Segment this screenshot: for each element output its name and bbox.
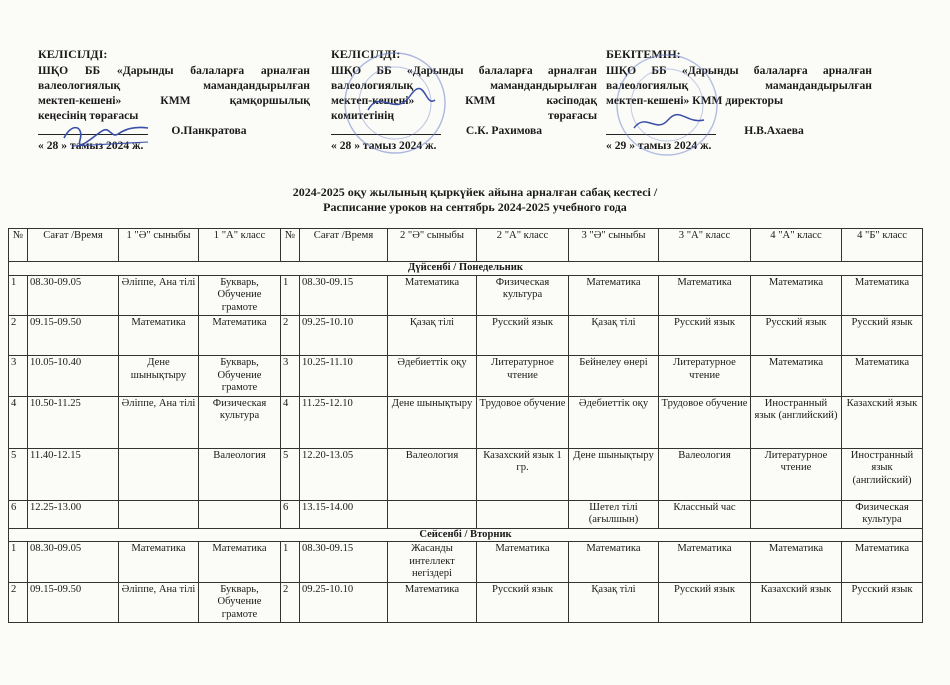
signature-line bbox=[331, 123, 597, 138]
approval-org-line: мектеп-кешені» КММ кәсіподақ bbox=[331, 94, 597, 107]
table-cell: 11.25-12.10 bbox=[300, 396, 388, 448]
table-cell: 6 bbox=[281, 500, 300, 528]
column-header: 4 "А" класс bbox=[751, 229, 842, 262]
approval-date: « 29 » тамыз 2024 ж. bbox=[606, 139, 712, 152]
column-header: 3 "Ә" сыныбы bbox=[569, 229, 659, 262]
table-row bbox=[9, 396, 923, 448]
table-cell: 08.30-09.05 bbox=[28, 542, 119, 583]
table-cell: 2 bbox=[281, 316, 300, 356]
approval-title: КЕЛІСІЛДІ: bbox=[38, 47, 108, 61]
table-cell: 09.15-09.50 bbox=[28, 316, 119, 356]
table-cell: 09.25-10.10 bbox=[300, 316, 388, 356]
approval-date: « 28 » тамыз 2024 ж. bbox=[331, 139, 437, 152]
table-cell: Русский язык bbox=[477, 582, 569, 623]
signature-underline bbox=[38, 123, 148, 135]
column-header: 2 "А" класс bbox=[477, 229, 569, 262]
table-cell: Математика bbox=[569, 275, 659, 316]
table-cell: Математика bbox=[569, 542, 659, 583]
table-cell: 1 bbox=[9, 542, 28, 583]
table-cell: Букварь, Обучение грамоте bbox=[199, 356, 281, 397]
table-cell: Литературное чтение bbox=[659, 356, 751, 397]
table-cell: 11.40-12.15 bbox=[28, 448, 119, 500]
schedule-table bbox=[8, 228, 923, 623]
table-cell: Математика bbox=[659, 275, 751, 316]
table-cell: Математика bbox=[842, 542, 923, 583]
table-cell: 3 bbox=[281, 356, 300, 397]
table-cell: Әдебиеттік оқу bbox=[388, 356, 477, 397]
table-cell: Букварь, Обучение грамоте bbox=[199, 582, 281, 623]
approval-title: БЕКІТЕМІН: bbox=[606, 47, 681, 61]
table-cell: 4 bbox=[281, 396, 300, 448]
table-cell: Әліппе, Ана тілі bbox=[119, 396, 199, 448]
table-cell: 09.25-10.10 bbox=[300, 582, 388, 623]
table-cell: Трудовое обучение bbox=[659, 396, 751, 448]
column-header: 2 "Ә" сыныбы bbox=[388, 229, 477, 262]
table-cell: 09.15-09.50 bbox=[28, 582, 119, 623]
table-cell: 5 bbox=[281, 448, 300, 500]
table-cell: Қазақ тілі bbox=[569, 582, 659, 623]
table-cell: Букварь, Обучение грамоте bbox=[199, 275, 281, 316]
approval-org-line: ШҚО ББ «Дарынды балаларға арналған bbox=[331, 64, 597, 77]
table-cell: Әліппе, Ана тілі bbox=[119, 582, 199, 623]
table-cell: Математика bbox=[388, 582, 477, 623]
table-cell: Русский язык bbox=[842, 316, 923, 356]
day-name: Дүйсенбі / Понедельник bbox=[9, 262, 923, 276]
table-cell: Әліппе, Ана тілі bbox=[119, 275, 199, 316]
table-cell: 08.30-09.15 bbox=[300, 542, 388, 583]
table-row bbox=[9, 316, 923, 356]
table-cell: Математика bbox=[751, 542, 842, 583]
table-cell: 2 bbox=[9, 582, 28, 623]
table-cell: Казахский язык 1 гр. bbox=[477, 448, 569, 500]
table-cell: 12.20-13.05 bbox=[300, 448, 388, 500]
table-cell: Математика bbox=[842, 275, 923, 316]
table-cell: 1 bbox=[281, 275, 300, 316]
table-cell: Физическая культура bbox=[477, 275, 569, 316]
day-name: Сейсенбі / Вторник bbox=[9, 528, 923, 542]
table-cell: 3 bbox=[9, 356, 28, 397]
signature-line bbox=[606, 123, 872, 138]
approval-org-line: валеологиялық мамандандырылған bbox=[606, 79, 872, 92]
column-header: Сағат /Время bbox=[28, 229, 119, 262]
approval-org-line: валеологиялық мамандандырылған bbox=[331, 79, 597, 92]
table-cell: Дене шынықтыру bbox=[388, 396, 477, 448]
table-cell: Казахский язык bbox=[751, 582, 842, 623]
table-cell: 10.25-11.10 bbox=[300, 356, 388, 397]
table-cell: Қазақ тілі bbox=[388, 316, 477, 356]
approval-date: « 28 » тамыз 2024 ж. bbox=[38, 139, 144, 152]
table-cell: Жасанды интеллект негіздері bbox=[388, 542, 477, 583]
column-header: 1 "Ә" сыныбы bbox=[119, 229, 199, 262]
approval-title: КЕЛІСІЛДІ: bbox=[331, 47, 401, 61]
table-cell: Русский язык bbox=[842, 582, 923, 623]
table-cell bbox=[199, 500, 281, 528]
column-header: Сағат /Время bbox=[300, 229, 388, 262]
table-cell: Бейнелеу өнері bbox=[569, 356, 659, 397]
column-header: 3 "А" класс bbox=[659, 229, 751, 262]
table-row bbox=[9, 500, 923, 528]
approval-block-trade-union bbox=[331, 47, 597, 153]
column-header: № bbox=[9, 229, 28, 262]
table-cell: 13.15-14.00 bbox=[300, 500, 388, 528]
column-header: 4 "Б" класс bbox=[842, 229, 923, 262]
table-cell bbox=[119, 448, 199, 500]
table-cell: Дене шынықтыру bbox=[119, 356, 199, 397]
column-header: № bbox=[281, 229, 300, 262]
signer-name: Н.В.Ахаева bbox=[744, 124, 804, 137]
table-cell: Русский язык bbox=[659, 316, 751, 356]
approval-org-line: мектеп-кешені» КММ қамқоршылық bbox=[38, 94, 310, 107]
table-cell: Физическая культура bbox=[842, 500, 923, 528]
table-cell: 1 bbox=[281, 542, 300, 583]
table-row bbox=[9, 582, 923, 623]
table-row bbox=[9, 356, 923, 397]
approval-org-line: комитетінің төрағасы bbox=[331, 109, 597, 122]
table-cell: Шетел тілі (ағылшын) bbox=[569, 500, 659, 528]
table-cell: Математика bbox=[199, 542, 281, 583]
table-header-row bbox=[9, 229, 923, 262]
table-cell: Русский язык bbox=[477, 316, 569, 356]
table-cell: 4 bbox=[9, 396, 28, 448]
approval-org-line: кеңесінің төрағасы bbox=[38, 109, 139, 122]
signature-underline bbox=[331, 123, 441, 135]
signer-name: О.Панкратова bbox=[171, 124, 247, 137]
document-title bbox=[0, 185, 950, 215]
column-header: 1 "А" класс bbox=[199, 229, 281, 262]
table-cell: 6 bbox=[9, 500, 28, 528]
table-cell bbox=[751, 500, 842, 528]
table-cell: 10.05-10.40 bbox=[28, 356, 119, 397]
day-header-row bbox=[9, 528, 923, 542]
table-cell: Валеология bbox=[659, 448, 751, 500]
table-cell: 2 bbox=[9, 316, 28, 356]
table-cell: Дене шынықтыру bbox=[569, 448, 659, 500]
table-cell bbox=[119, 500, 199, 528]
table-cell: Қазақ тілі bbox=[569, 316, 659, 356]
approval-org-line: ШҚО ББ «Дарынды балаларға арналған bbox=[38, 64, 310, 77]
day-header-row bbox=[9, 262, 923, 276]
table-cell: Математика bbox=[199, 316, 281, 356]
table-row bbox=[9, 448, 923, 500]
table-cell: Математика bbox=[659, 542, 751, 583]
table-cell: Математика bbox=[388, 275, 477, 316]
table-cell: Русский язык bbox=[659, 582, 751, 623]
approval-org-line: валеологиялық мамандандырылған bbox=[38, 79, 310, 92]
table-cell: Валеология bbox=[199, 448, 281, 500]
table-cell: Казахский язык bbox=[842, 396, 923, 448]
table-row bbox=[9, 275, 923, 316]
approval-block-director bbox=[606, 47, 872, 153]
table-cell bbox=[388, 500, 477, 528]
table-cell: Трудовое обучение bbox=[477, 396, 569, 448]
table-row bbox=[9, 542, 923, 583]
approval-org-line: мектеп-кешені» КММ директоры bbox=[606, 94, 784, 107]
table-cell: 5 bbox=[9, 448, 28, 500]
table-cell: Математика bbox=[119, 542, 199, 583]
table-cell: Математика bbox=[751, 356, 842, 397]
table-cell: Валеология bbox=[388, 448, 477, 500]
table-cell: Литературное чтение bbox=[751, 448, 842, 500]
signature-underline bbox=[606, 123, 716, 135]
table-cell: 08.30-09.15 bbox=[300, 275, 388, 316]
table-cell: Иностранный язык (английский) bbox=[751, 396, 842, 448]
table-cell: 10.50-11.25 bbox=[28, 396, 119, 448]
table-cell: Математика bbox=[477, 542, 569, 583]
table-cell: Классный час bbox=[659, 500, 751, 528]
table-cell: Математика bbox=[751, 275, 842, 316]
signer-name: С.К. Рахимова bbox=[465, 124, 543, 137]
table-cell: Әдебиеттік оқу bbox=[569, 396, 659, 448]
approval-org-line: ШҚО ББ «Дарынды балаларға арналған bbox=[606, 64, 872, 77]
table-cell bbox=[477, 500, 569, 528]
table-cell: 12.25-13.00 bbox=[28, 500, 119, 528]
table-cell: Литературное чтение bbox=[477, 356, 569, 397]
approval-block-union-board bbox=[38, 47, 310, 153]
signature-line bbox=[38, 123, 310, 138]
title-ru: Расписание уроков на сентябрь 2024-2025 учебного года bbox=[323, 200, 627, 214]
table-cell: 1 bbox=[9, 275, 28, 316]
table-cell: 08.30-09.05 bbox=[28, 275, 119, 316]
table-cell: Математика bbox=[842, 356, 923, 397]
table-cell: Иностранный язык (английский) bbox=[842, 448, 923, 500]
table-cell: Русский язык bbox=[751, 316, 842, 356]
title-kz: 2024-2025 оқу жылының қыркүйек айына арналған сабақ кестесі / bbox=[292, 185, 658, 199]
table-cell: 2 bbox=[281, 582, 300, 623]
table-cell: Математика bbox=[119, 316, 199, 356]
table-cell: Физическая культура bbox=[199, 396, 281, 448]
